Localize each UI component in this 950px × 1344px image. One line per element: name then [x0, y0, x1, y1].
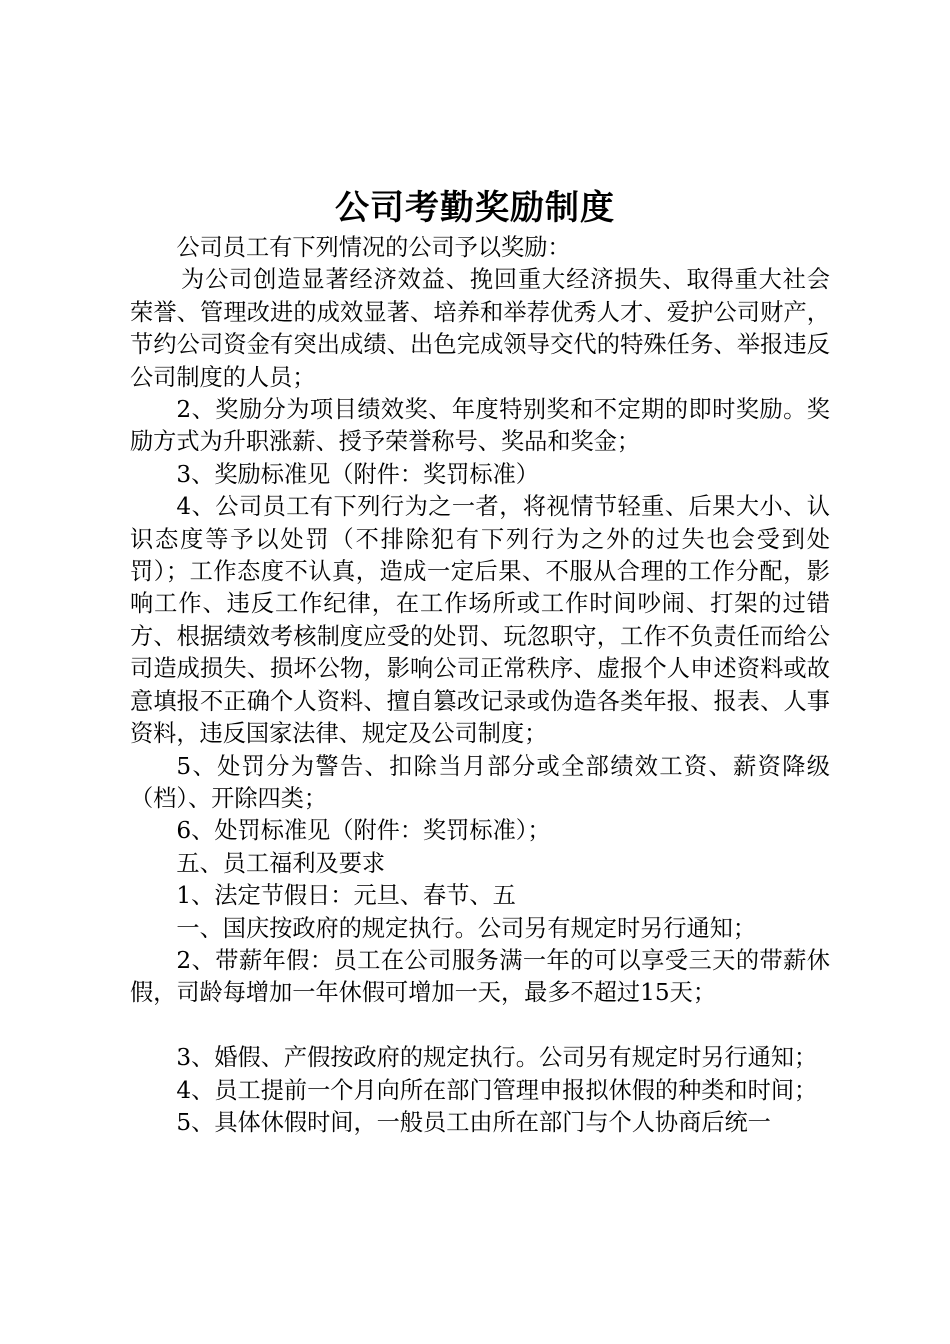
paragraph-penalty-types: 5、处罚分为警告、扣除当月部分或全部绩效工资、薪资降级（档）、开除四类；: [130, 752, 830, 812]
paragraph-reward-standard: 3、奖励标准见（附件：奖罚标准）: [176, 460, 539, 488]
paragraph-paid-annual-leave: 2、带薪年假：员工在公司服务满一年的可以享受三天的带薪休假，司龄每增加一年休假可增加一天，最多不超过15天；: [130, 946, 830, 1007]
paragraph-marriage-maternity-leave: 3、婚假、产假按政府的规定执行。公司另有规定时另行通知；: [176, 1044, 818, 1072]
document-title: 公司考勤奖励制度: [335, 188, 615, 228]
paragraph-reward-intro: 公司员工有下列情况的公司予以奖励：: [176, 234, 571, 261]
paragraph-leave-scheduling: 5、具体休假时间，一般员工由所在部门与个人协商后统一: [176, 1108, 771, 1136]
paragraph-penalty-behaviors: 4、公司员工有下列行为之一者，将视情节轻重、后果大小、认识态度等予以处罚（不排除犯有下列行为之外的过失也会受到处罚）；工作态度不认真，造成一定后果、不服从合理的工作分配，影响工作、违反工作纪律，在工作场所或工作时间吵闹、打架的过错方、根据绩效考核制度应受的处罚、玩忽职守，工作不负责任而给公司造成损失、损坏公物，影响公司正常秩序、虚报个人申述资料或故意填报不正确个人资料、擅自篡改记录或伪造各类年报、报表、人事资料，违反国家法律、规定及公司制度；: [130, 493, 830, 748]
paragraph-statutory-holidays: 1、法定节假日：元旦、春节、五: [176, 882, 516, 910]
paragraph-reward-types: 2、奖励分为项目绩效奖、年度特别奖和不定期的即时奖励。奖励方式为升职涨薪、授予荣誉称号、奖品和奖金；: [130, 396, 830, 456]
section-heading-benefits: 五、员工福利及要求: [176, 849, 386, 877]
paragraph-penalty-standard: 6、处罚标准见（附件：奖罚标准）；: [176, 817, 551, 845]
blank-line: [130, 1010, 830, 1042]
paragraph-leave-application: 4、员工提前一个月向所在部门管理申报拟休假的种类和时间；: [176, 1076, 818, 1104]
paragraph-national-day: 一、国庆按政府的规定执行。公司另有规定时另行通知；: [176, 914, 757, 942]
paragraph-reward-conditions: 为公司创造显著经济效益、挽回重大经济损失、取得重大社会荣誉、管理改进的成效显著、培养和举荐优秀人才、爱护公司财产，节约公司资金有突出成绩、出色完成领导交代的特殊任务、举报违反公司制度的人员；: [130, 266, 830, 391]
document-body: [130, 232, 830, 1139]
